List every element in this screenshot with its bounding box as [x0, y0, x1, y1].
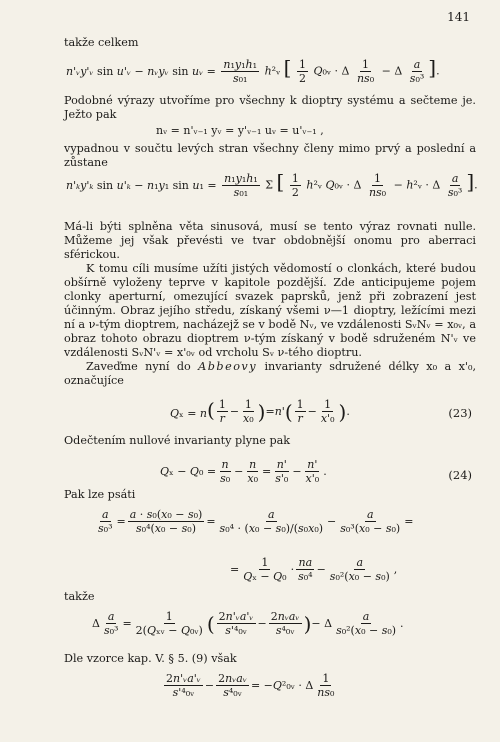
equation-1 [66, 55, 440, 85]
equation-24-number: (24) [448, 468, 472, 482]
equation-1-coefficient: $\frac{\text{n₁y₁h₁}}{\text{s₀₁}}$ [223, 58, 258, 85]
paragraph-5: Zaveďme nyní do Abbeovy invarianty sdružené délky x₀ a x'₀, označujíce [64, 360, 476, 387]
paragraph-3: Má-li býti splněna věta sinusová, musí se tento výraz rovnati nulle. Můžeme jej však převésti ve tvar obdobnější onomu pro aberraci sférickou. [64, 220, 476, 261]
paragraph-4: K tomu cíli musíme užíti jistých vědomostí o clonkách, které budou obšírně vyloženy teprve v kapitole pozdější. Zde anticipujeme pojem clonky aperturní, omezující svazek paprsků, jenž při zobrazení jest účinným. Obraz jejího středu, získaný všemi ν—1 dioptry, ležícími mezi ní a ν-tým dioptrem, nacházejž se v bodě Nᵥ, ve vzdálenosti SᵥNᵥ = x₀ᵥ, a obraz tohoto obrazu dioptrem ν-tým získaný v bodě sdruženém N'ᵥ ve vzdálenosti SᵥN'ᵥ = x'₀ᵥ od vrcholu Sᵥ ν-tého dioptru. [64, 262, 476, 359]
paragraph-9: Dle vzorce kap. V. § 5. (9) však [64, 652, 237, 665]
equation-25b: = $\frac{1}{\text{Qₓ − Q₀}}$ · $\frac{na}{\text{s₀⁴}}$ − $\frac{a}{\text{s₀²(x₀ − s₀)}}$ , [230, 556, 398, 583]
equation-3-lhs: n'ₖy'ₖ sin u'ₖ − n₁y₁ sin u₁ = [66, 178, 221, 192]
equation-23-number: (23) [448, 406, 472, 420]
paragraph-7: Pak lze psáti [64, 488, 136, 501]
equation-26: Δ $\frac{a}{\text{s₀³}}$ = $\frac{1}{\text{2(Qₓᵥ − Q₀ᵥ)}}$ ( $\frac{\text{2n'ᵥa'ᵥ}}{\text{s'⁴₀ᵥ}}$ − $\frac{\text{2nᵥaᵥ}}{\text{s⁴₀ᵥ}}$ ) − Δ $\frac{a}{\text{s₀²(x₀ − s₀)}}$ . [92, 610, 404, 637]
paragraph-1: Podobné výrazy utvoříme pro všechny k dioptry systému a sečteme je. Ježto pak [64, 94, 476, 121]
paragraph-6: Odečtením nullové invarianty plyne pak [64, 434, 291, 447]
equation-1-body: h²ᵥ [ $\frac{1}{2}$ Q₀ᵥ · Δ $\frac{1}{\text{ns₀}}$ − Δ $\frac{a}{\text{s₀³}}$ ]. [264, 55, 440, 85]
intro-text: takže celkem [64, 36, 139, 49]
equation-23: Qₓ = n( $\frac{1}{r}$ − $\frac{1}{\text{x₀}}$ ) = n' ( $\frac{1}{r}$ − $\frac{1}{\text{x'₀}}$ ) . [170, 397, 350, 425]
page-number: 141 [447, 10, 470, 24]
equation-24: Qₓ − Q₀ = $\frac{n}{\text{s₀}}$ − $\frac{n}{\text{x₀}}$ = $\frac{n'}{\text{s'₀}}$ − $\frac{n'}{\text{x'₀}}$ . [160, 458, 327, 485]
paragraph-8: takže [64, 590, 95, 603]
equation-25a: $\frac{a}{\text{s₀³}}$ = $\frac{\text{a · s₀(x₀ − s₀)}}{\text{s₀⁴(x₀ − s₀)}}$ = $\frac{a}{\text{s₀⁴ · (x₀ − s₀)/(s₀x₀)}}$ − $\frac{a}{\text{s₀³(x₀ − s₀)}}$ = [98, 508, 414, 535]
equation-2: nᵥ = n'ᵥ₋₁ yᵥ = y'ᵥ₋₁ uᵥ = u'ᵥ₋₁ , [156, 124, 324, 137]
equation-1-lhs: n'ᵥy'ᵥ sin u'ᵥ − nᵥyᵥ sin uᵥ = [66, 64, 220, 78]
equation-3: n'ₖy'ₖ sin u'ₖ − n₁y₁ sin u₁ = $\frac{\text{n₁y₁h₁}}{\text{s₀₁}}$ Σ [ $\frac{1}{2}$ h²ᵥ Q₀ᵥ · Δ $\frac{1}{\text{ns₀}}$ − h²ᵥ · Δ $\frac{a}{\text{s₀³}}$ ]. [66, 169, 478, 199]
paragraph-2: vypadnou v součtu levých stran všechny členy mimo prvý a poslední a zůstane [64, 142, 476, 169]
equation-27: $\frac{\text{2n'ᵥa'ᵥ}}{\text{s'⁴₀ᵥ}}$ − $\frac{\text{2nᵥaᵥ}}{\text{s⁴₀ᵥ}}$ = − Q ²₀ᵥ · Δ $\frac{1}{\text{ns₀}}$ [166, 672, 335, 699]
equation-3-body: Σ [ $\frac{1}{2}$ h²ᵥ Q₀ᵥ · Δ $\frac{1}{\text{ns₀}}$ − h²ᵥ · Δ $\frac{a}{\text{s₀³}}$ ]. [261, 169, 478, 199]
abbe-name: Abbeovy [198, 360, 258, 373]
